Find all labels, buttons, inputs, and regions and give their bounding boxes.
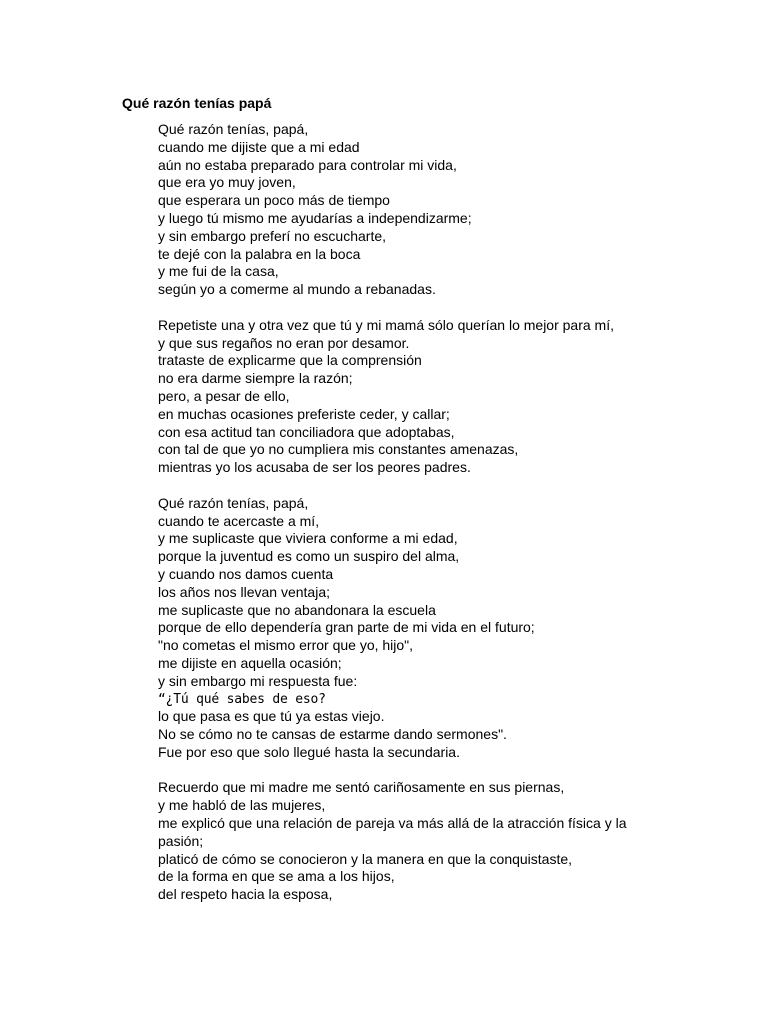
poem-line: te dejé con la palabra en la boca <box>158 245 361 262</box>
poem-body <box>158 121 638 922</box>
poem-line: con tal de que yo no cumpliera mis constantes amenazas, <box>158 441 519 458</box>
poem-line: me explicó que una relación de pareja va más allá de la atracción física y la pasión; <box>158 815 627 849</box>
poem-line: los años nos llevan ventaja; <box>158 583 330 600</box>
stanza-4 <box>158 779 638 904</box>
poem-line: mientras yo los acusaba de ser los peores padres. <box>158 459 471 476</box>
stanza-2 <box>158 317 638 477</box>
poem-line: cuando me dijiste que a mi edad <box>158 138 360 155</box>
poem-line: según yo a comerme al mundo a rebanadas. <box>158 281 436 298</box>
poem-line: platicó de cómo se conocieron y la manera en que la conquistaste, <box>158 850 573 867</box>
poem-line: “¿Tú qué sabes de eso? <box>158 691 326 707</box>
poem-line: y cuando nos damos cuenta <box>158 565 334 582</box>
poem-line: y luego tú mismo me ayudarías a independizarme; <box>158 209 472 226</box>
document-title: Qué razón tenías papá <box>122 95 272 111</box>
poem-line: me suplicaste que no abandonara la escuela <box>158 601 436 618</box>
poem-line: que era yo muy joven, <box>158 174 296 191</box>
poem-line: que esperara un poco más de tiempo <box>158 192 390 209</box>
poem-line: y me suplicaste que viviera conforme a mi edad, <box>158 530 458 547</box>
poem-line: con esa actitud tan conciliadora que adoptabas, <box>158 423 455 440</box>
poem-line: del respeto hacia la esposa, <box>158 886 333 903</box>
poem-line: porque la juventud es como un suspiro del alma, <box>158 548 460 565</box>
poem-line: y me fui de la casa, <box>158 263 279 280</box>
poem-line: pero, a pesar de ello, <box>158 387 290 404</box>
poem-line: porque de ello dependería gran parte de mi vida en el futuro; <box>158 619 535 636</box>
poem-line: y me habló de las mujeres, <box>158 797 326 814</box>
poem-line: y sin embargo preferí no escucharte, <box>158 227 387 244</box>
poem-line: de la forma en que se ama a los hijos, <box>158 868 395 885</box>
poem-line: Recuerdo que mi madre me sentó cariñosamente en sus piernas, <box>158 779 565 796</box>
poem-line: Repetiste una y otra vez que tú y mi mamá sólo querían lo mejor para mí, <box>158 316 614 333</box>
poem-line: cuando te acercaste a mí, <box>158 512 320 529</box>
poem-line: trataste de explicarme que la comprensión <box>158 352 422 369</box>
poem-line: Qué razón tenías, papá, <box>158 494 309 511</box>
poem-line: no era darme siempre la razón; <box>158 370 353 387</box>
poem-line: No se cómo no te cansas de estarme dando sermones". <box>158 726 507 743</box>
poem-line: aún no estaba preparado para controlar mi vida, <box>158 156 457 173</box>
poem-line: me dijiste en aquella ocasión; <box>158 654 342 671</box>
stanza-3 <box>158 495 638 762</box>
poem-line: y sin embargo mi respuesta fue: <box>158 672 358 689</box>
poem-line: "no cometas el mismo error que yo, hijo", <box>158 637 414 654</box>
poem-line: Qué razón tenías, papá, <box>158 121 309 137</box>
poem-line: lo que pasa es que tú ya estas viejo. <box>158 708 385 725</box>
stanza-1 <box>158 121 638 299</box>
poem-line: y que sus regaños no eran por desamor. <box>158 334 410 351</box>
poem-line: en muchas ocasiones preferiste ceder, y callar; <box>158 405 450 422</box>
poem-line: Fue por eso que solo llegué hasta la secundaria. <box>158 743 460 760</box>
